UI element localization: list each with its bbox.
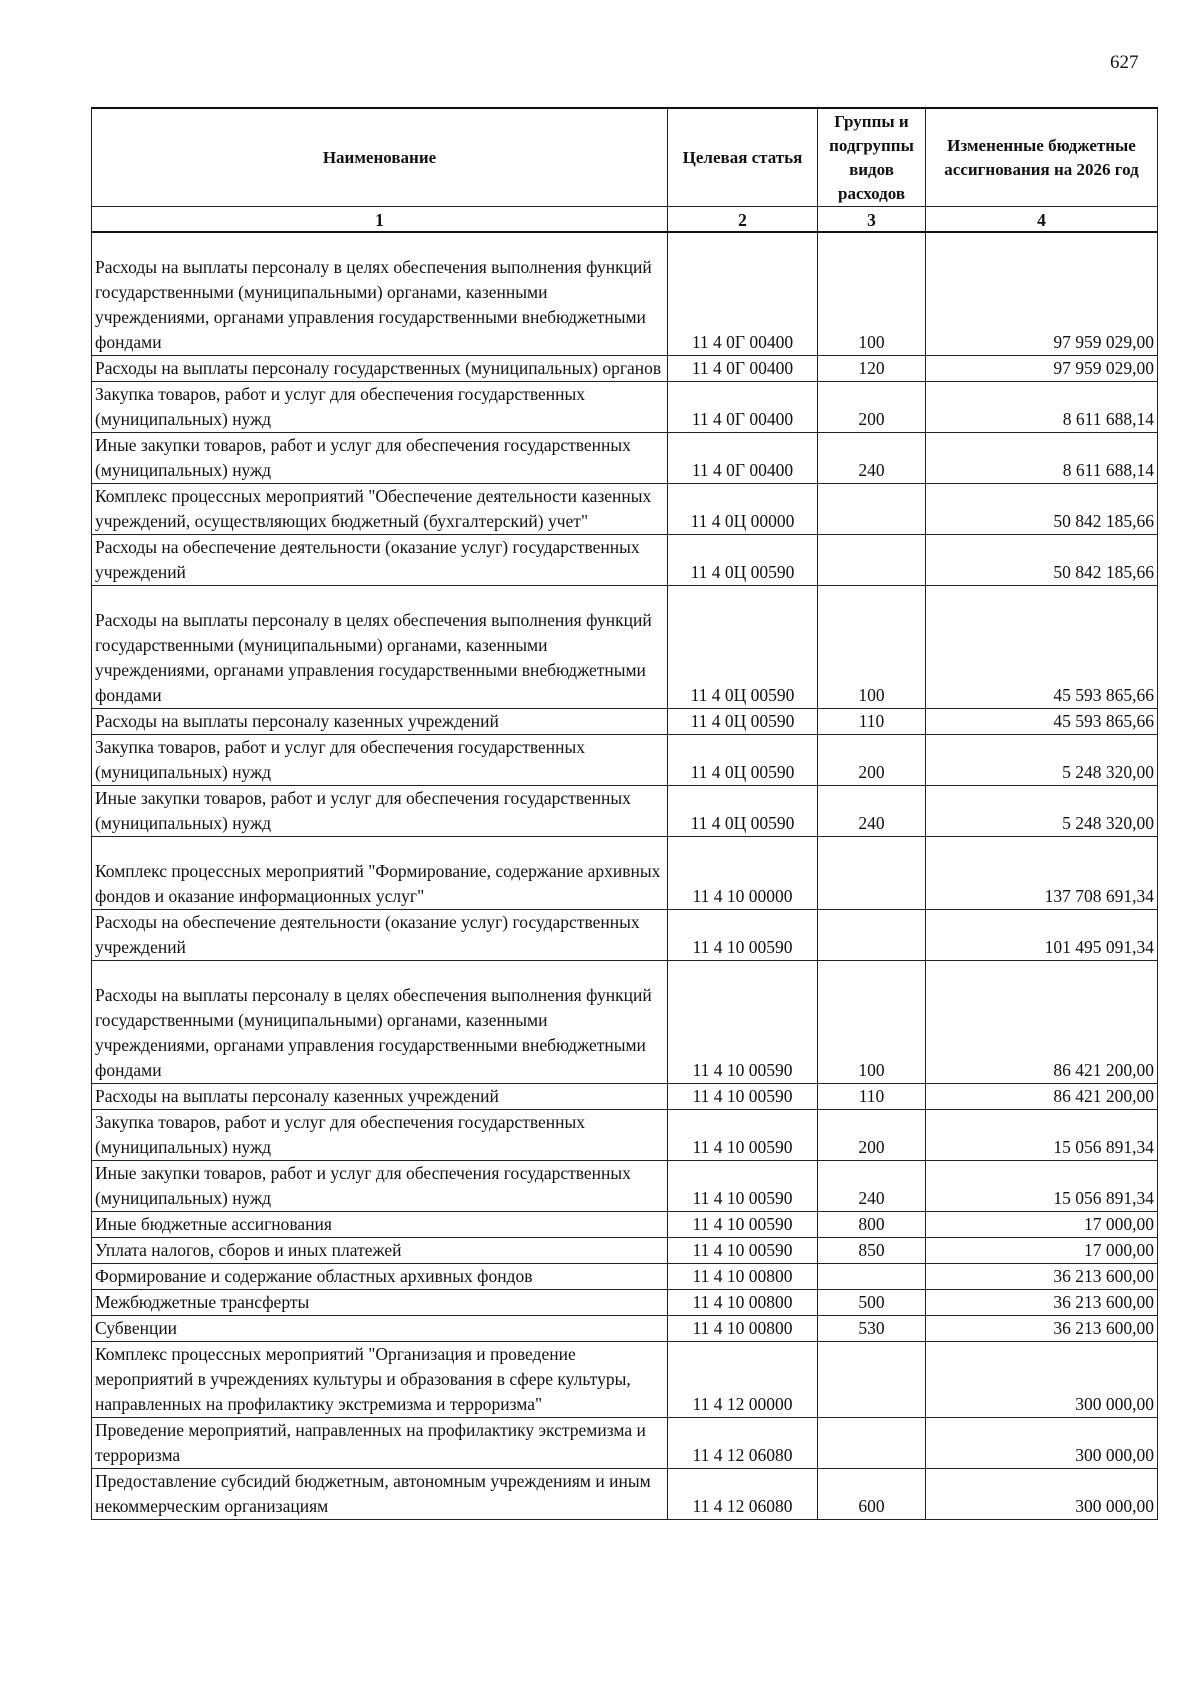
- row-target-article: 11 4 0Ц 00590: [668, 535, 818, 586]
- page-number: 627: [1110, 52, 1139, 73]
- table-body: [92, 232, 1158, 1520]
- table-row: [92, 1342, 1158, 1418]
- row-amount: 50 842 185,66: [926, 535, 1158, 586]
- row-amount: 50 842 185,66: [926, 484, 1158, 535]
- row-expense-type: 200: [818, 735, 926, 786]
- table-row: [92, 484, 1158, 535]
- table-row: [92, 1264, 1158, 1290]
- row-target-article: 11 4 0Ц 00590: [668, 786, 818, 837]
- row-expense-type: 110: [818, 709, 926, 735]
- row-name: Комплекс процессных мероприятий "Обеспечение деятельности казенных учреждений, осуществляющих бюджетный (бухгалтерский) учет": [92, 484, 668, 535]
- table-row: [92, 535, 1158, 586]
- row-amount: 86 421 200,00: [926, 961, 1158, 1084]
- table-row: [92, 1418, 1158, 1469]
- row-amount: 97 959 029,00: [926, 232, 1158, 356]
- row-expense-type: [818, 1342, 926, 1418]
- column-number: 1: [92, 207, 668, 233]
- row-name: Межбюджетные трансферты: [92, 1290, 668, 1316]
- row-amount: 45 593 865,66: [926, 586, 1158, 709]
- row-name: Закупка товаров, работ и услуг для обеспечения государственных (муниципальных) нужд: [92, 382, 668, 433]
- row-target-article: 11 4 0Ц 00590: [668, 709, 818, 735]
- header-name: Наименование: [92, 108, 668, 207]
- row-target-article: 11 4 10 00590: [668, 1084, 818, 1110]
- row-amount: 86 421 200,00: [926, 1084, 1158, 1110]
- row-amount: 17 000,00: [926, 1238, 1158, 1264]
- row-expense-type: [818, 1418, 926, 1469]
- row-expense-type: 240: [818, 1161, 926, 1212]
- row-target-article: 11 4 12 06080: [668, 1418, 818, 1469]
- row-expense-type: 240: [818, 433, 926, 484]
- row-name: Иные бюджетные ассигнования: [92, 1212, 668, 1238]
- table-row: [92, 961, 1158, 1084]
- row-name: Расходы на выплаты персоналу в целях обеспечения выполнения функций государственными (муниципальными) органами, казенными учреждениями, органами управления государственными внебюджетными фондами: [92, 232, 668, 356]
- row-amount: 8 611 688,14: [926, 382, 1158, 433]
- table-row: [92, 1316, 1158, 1342]
- row-expense-type: 100: [818, 961, 926, 1084]
- row-name: Расходы на обеспечение деятельности (оказание услуг) государственных учреждений: [92, 910, 668, 961]
- row-target-article: 11 4 10 00590: [668, 961, 818, 1084]
- row-amount: 101 495 091,34: [926, 910, 1158, 961]
- row-name: Закупка товаров, работ и услуг для обеспечения государственных (муниципальных) нужд: [92, 1110, 668, 1161]
- row-target-article: 11 4 12 00000: [668, 1342, 818, 1418]
- row-name: Субвенции: [92, 1316, 668, 1342]
- table-row: [92, 910, 1158, 961]
- row-expense-type: 800: [818, 1212, 926, 1238]
- row-target-article: 11 4 10 00590: [668, 910, 818, 961]
- row-amount: 5 248 320,00: [926, 735, 1158, 786]
- row-amount: 8 611 688,14: [926, 433, 1158, 484]
- row-name: Закупка товаров, работ и услуг для обеспечения государственных (муниципальных) нужд: [92, 735, 668, 786]
- row-name: Формирование и содержание областных архивных фондов: [92, 1264, 668, 1290]
- row-name: Уплата налогов, сборов и иных платежей: [92, 1238, 668, 1264]
- row-name: Иные закупки товаров, работ и услуг для обеспечения государственных (муниципальных) нужд: [92, 786, 668, 837]
- row-amount: 36 213 600,00: [926, 1316, 1158, 1342]
- column-number: 3: [818, 207, 926, 233]
- row-expense-type: [818, 910, 926, 961]
- row-target-article: 11 4 0Ц 00000: [668, 484, 818, 535]
- row-expense-type: [818, 484, 926, 535]
- row-amount: 97 959 029,00: [926, 356, 1158, 382]
- row-name: Расходы на обеспечение деятельности (оказание услуг) государственных учреждений: [92, 535, 668, 586]
- row-name: Расходы на выплаты персоналу в целях обеспечения выполнения функций государственными (муниципальными) органами, казенными учреждениями, органами управления государственными внебюджетными фондами: [92, 961, 668, 1084]
- row-name: Комплекс процессных мероприятий "Формирование, содержание архивных фондов и оказание информационных услуг": [92, 837, 668, 910]
- row-amount: 15 056 891,34: [926, 1110, 1158, 1161]
- row-expense-type: 600: [818, 1469, 926, 1520]
- table-row: [92, 1110, 1158, 1161]
- row-target-article: 11 4 10 00800: [668, 1264, 818, 1290]
- row-name: Расходы на выплаты персоналу в целях обеспечения выполнения функций государственными (муниципальными) органами, казенными учреждениями, органами управления государственными внебюджетными фондами: [92, 586, 668, 709]
- row-name: Расходы на выплаты персоналу государственных (муниципальных) органов: [92, 356, 668, 382]
- row-target-article: 11 4 10 00590: [668, 1161, 818, 1212]
- row-target-article: 11 4 0Г 00400: [668, 382, 818, 433]
- row-name: Расходы на выплаты персоналу казенных учреждений: [92, 709, 668, 735]
- row-target-article: 11 4 0Г 00400: [668, 232, 818, 356]
- table-row: [92, 1238, 1158, 1264]
- table-row: [92, 1469, 1158, 1520]
- row-target-article: 11 4 0Г 00400: [668, 433, 818, 484]
- column-number: 2: [668, 207, 818, 233]
- row-target-article: 11 4 0Г 00400: [668, 356, 818, 382]
- row-expense-type: 100: [818, 232, 926, 356]
- table-row: [92, 786, 1158, 837]
- row-amount: 137 708 691,34: [926, 837, 1158, 910]
- table-row: [92, 433, 1158, 484]
- table-row: [92, 1084, 1158, 1110]
- budget-table: [91, 107, 1158, 1520]
- row-expense-type: 500: [818, 1290, 926, 1316]
- row-amount: 15 056 891,34: [926, 1161, 1158, 1212]
- row-target-article: 11 4 10 00800: [668, 1290, 818, 1316]
- row-expense-type: 240: [818, 786, 926, 837]
- row-expense-type: 530: [818, 1316, 926, 1342]
- table-row: [92, 709, 1158, 735]
- row-expense-type: 200: [818, 382, 926, 433]
- table-row: [92, 382, 1158, 433]
- header-amount: Измененные бюджетные ассигнования на 2026 год: [926, 108, 1158, 207]
- row-expense-type: [818, 1264, 926, 1290]
- row-name: Иные закупки товаров, работ и услуг для обеспечения государственных (муниципальных) нужд: [92, 1161, 668, 1212]
- row-amount: 300 000,00: [926, 1418, 1158, 1469]
- column-number-row: [92, 207, 1158, 233]
- table-row: [92, 1212, 1158, 1238]
- table-row: [92, 735, 1158, 786]
- header-expense-groups: Группы и подгруппы видов расходов: [818, 108, 926, 207]
- table-header-row: [92, 108, 1158, 207]
- row-target-article: 11 4 10 00590: [668, 1212, 818, 1238]
- row-name: Предоставление субсидий бюджетным, автономным учреждениям и иным некоммерческим организациям: [92, 1469, 668, 1520]
- row-name: Проведение мероприятий, направленных на профилактику экстремизма и терроризма: [92, 1418, 668, 1469]
- row-expense-type: [818, 837, 926, 910]
- row-amount: 17 000,00: [926, 1212, 1158, 1238]
- row-expense-type: 110: [818, 1084, 926, 1110]
- row-target-article: 11 4 10 00590: [668, 1110, 818, 1161]
- row-expense-type: [818, 535, 926, 586]
- row-target-article: 11 4 10 00800: [668, 1316, 818, 1342]
- table-row: [92, 1290, 1158, 1316]
- table-row: [92, 356, 1158, 382]
- row-expense-type: 850: [818, 1238, 926, 1264]
- row-target-article: 11 4 0Ц 00590: [668, 735, 818, 786]
- row-target-article: 11 4 0Ц 00590: [668, 586, 818, 709]
- row-amount: 300 000,00: [926, 1469, 1158, 1520]
- row-amount: 36 213 600,00: [926, 1290, 1158, 1316]
- column-number: 4: [926, 207, 1158, 233]
- header-target-article: Целевая статья: [668, 108, 818, 207]
- row-expense-type: 100: [818, 586, 926, 709]
- row-amount: 5 248 320,00: [926, 786, 1158, 837]
- row-amount: 45 593 865,66: [926, 709, 1158, 735]
- row-expense-type: 120: [818, 356, 926, 382]
- row-amount: 36 213 600,00: [926, 1264, 1158, 1290]
- row-name: Иные закупки товаров, работ и услуг для обеспечения государственных (муниципальных) нужд: [92, 433, 668, 484]
- table-row: [92, 837, 1158, 910]
- row-expense-type: 200: [818, 1110, 926, 1161]
- row-target-article: 11 4 12 06080: [668, 1469, 818, 1520]
- row-amount: 300 000,00: [926, 1342, 1158, 1418]
- table-row: [92, 232, 1158, 356]
- table-row: [92, 586, 1158, 709]
- row-name: Расходы на выплаты персоналу казенных учреждений: [92, 1084, 668, 1110]
- row-name: Комплекс процессных мероприятий "Организация и проведение мероприятий в учреждениях культуры и образования в сфере культуры, направленных на профилактику экстремизма и терроризма": [92, 1342, 668, 1418]
- table-row: [92, 1161, 1158, 1212]
- row-target-article: 11 4 10 00590: [668, 1238, 818, 1264]
- row-target-article: 11 4 10 00000: [668, 837, 818, 910]
